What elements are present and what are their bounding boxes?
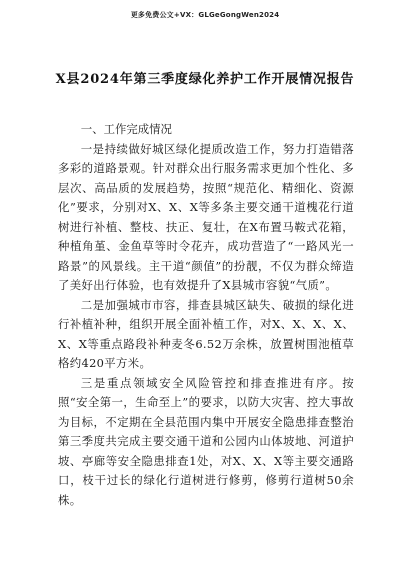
section-heading: 一、工作完成情况 (80, 122, 172, 136)
paragraph-1: 一是持续做好城区绿化提质改造工作，努力打造错落多彩的道路景观。针对群众出行服务需求更加个性化、多层次、高品质的发展趋势，按照“规范化、精细化、资源化”要求，分别对X、X、X等多条主要交通干道槐花行道树进行补植、整枝、扶正、复壮，在X布置马鞍式花箱，种植角堇、金鱼草等时令花卉，成功营造了“一路风光一路景”的风景线。主干道“颜值”的扮靓，不仅为群众缔造了美好出行体验，也有效提升了X县城市容貌“气质”。 (58, 141, 354, 292)
document-title: X县2024年第三季度绿化养护工作开展情况报告 (55, 72, 355, 87)
header-note: 更多免费公文+VX：GLGeGongWen2024 (130, 11, 280, 19)
paragraph-2: 二是加强城市市容，排查县城区缺失、破损的绿化进行补植补种，组织开展全面补植工作，对X、X、X、X、X、X等重点路段补种麦冬6.52万余株，放置树围池植草格约420平方米。 (58, 297, 354, 370)
document-body (58, 120, 354, 510)
paragraph-3: 三是重点领域安全风险管控和排查推进有序。按照“安全第一，生命至上”的要求，以防大灾害、控大事故为目标，不定期在全县范围内集中开展安全隐患排查整治第三季度共完成主要交通干道和公园内山体坡地、河道护坡、亭廊等安全隐患排查1处，对X、X、X等主要交通路口，枝干过长的绿化行道树进行修剪，修剪行道树50余株。 (58, 375, 354, 507)
